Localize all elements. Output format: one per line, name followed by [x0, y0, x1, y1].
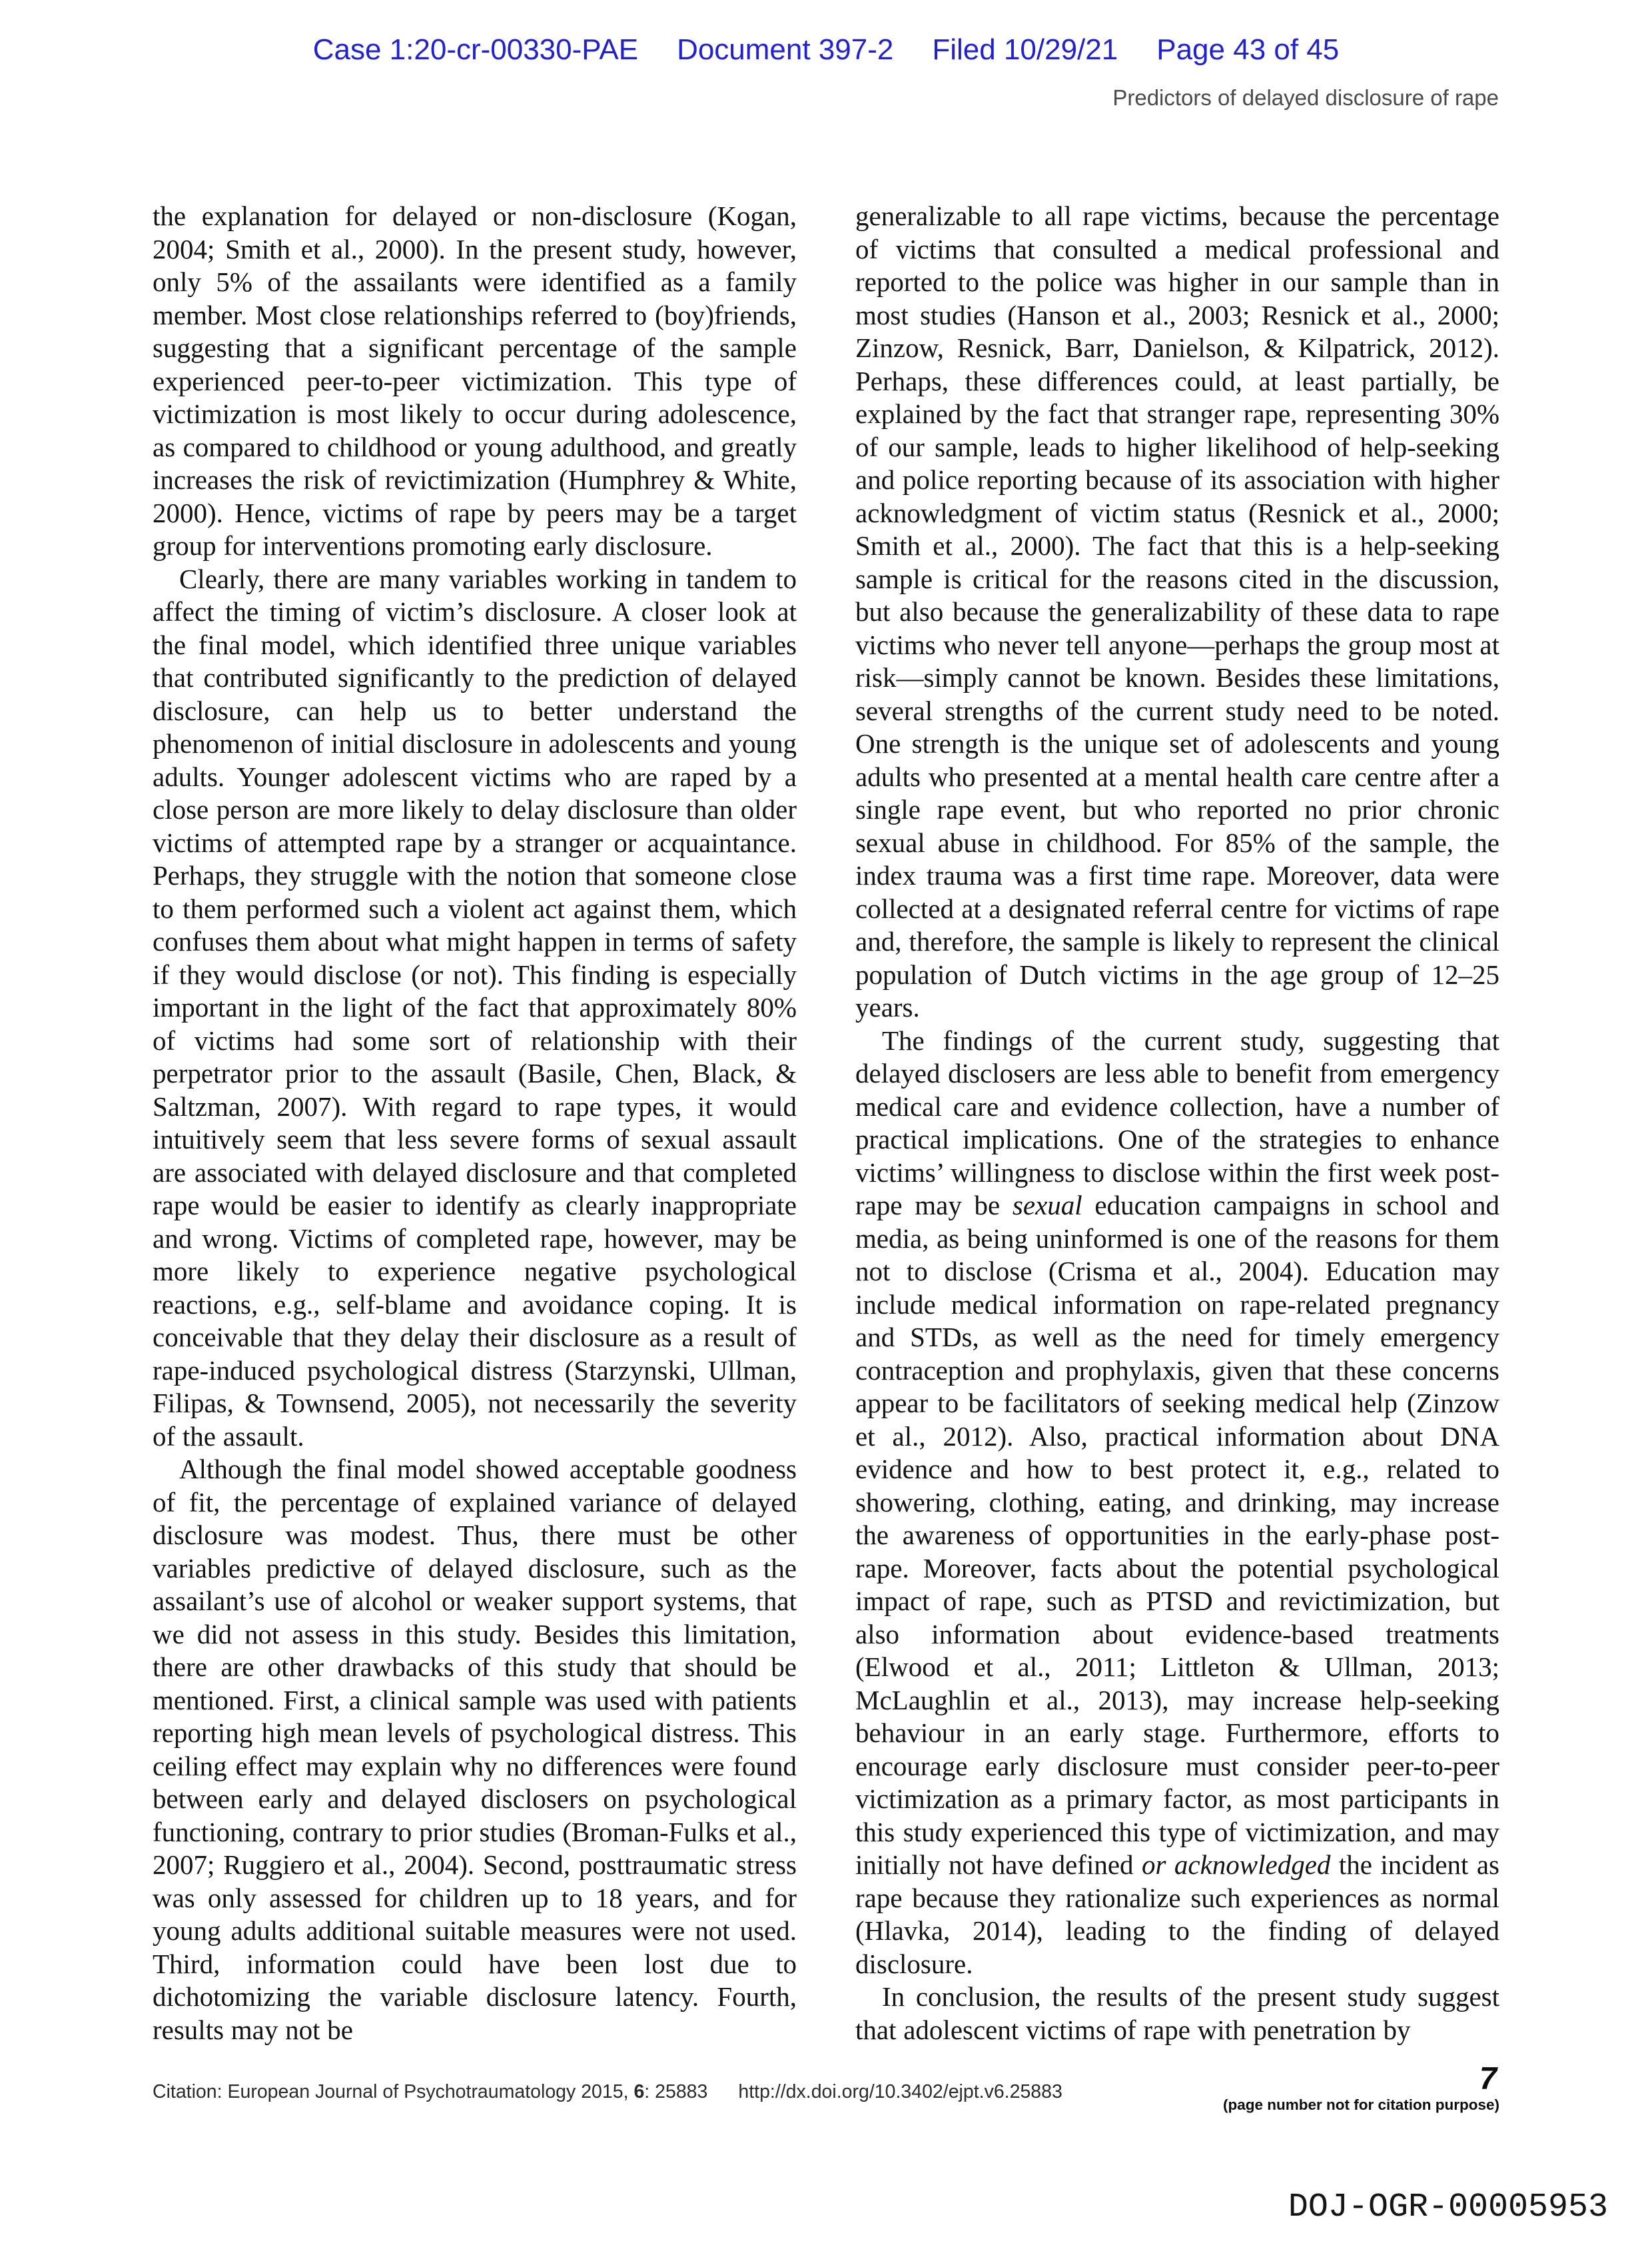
citation-volume: 6 [633, 2081, 645, 2102]
doi-url: http://dx.doi.org/10.3402/ejpt.v6.25883 [738, 2081, 1062, 2102]
paragraph [855, 200, 1499, 1025]
text-run: the incident as rape because they rationalize such experiences as normal (Hlavka, 2014), leading to the finding of delayed disclosure. [855, 1849, 1500, 1979]
paragraph [855, 1025, 1499, 1981]
case-header-segment: Filed 10/29/21 [932, 33, 1118, 66]
text-run: Clearly, there are many variables working in tandem to affect the timing of victim’s disclosure. A closer look at the final model, which identified three unique variables that contributed significantly to the prediction of delayed disclosure, can help us to better understand the phenomenon of initial disclosure in adolescents and young adults. Younger adolescent victims who are raped by a close person are more likely to delay disclosure than older victims of attempted rape by a stranger or acquaintance. Perhaps, they struggle with the notion that someone close to them performed such a violent act against them, which confuses them about what might happen in terms of safety if they would disclose (or not). This finding is especially important in the light of the fact that approximately 80% of victims had some sort of relationship with their perpetrator prior to the assault (Basile, Chen, Black, & Saltzman, 2007). With regard to rape types, it would intuitively seem that less severe forms of sexual assault are associated with delayed disclosure and that completed rape would be easier to identify as clearly inappropriate and wrong. Victims of completed rape, however, may be more likely to experience negative psychological reactions, e.g., self-blame and avoidance coping. It is conceivable that they delay their disclosure as a result of rape-induced psychological distress (Starzynski, Ullman, Filipas, & Townsend, 2005), not necessarily the severity of the assault. [153, 563, 797, 1452]
citation-issue: : 25883 [644, 2081, 708, 2102]
text-run: Although the final model showed acceptable goodness of fit, the percentage of explained variance of delayed disclosure was modest. Thus, there must be other variables predictive of delayed disclosure, such as the assailant’s use of alcohol or weaker support systems, that we did not assess in this study. Besides this limitation, there are other drawbacks of this study that should be mentioned. First, a clinical sample was used with patients reporting high mean levels of psychological distress. This ceiling effect may explain why no differences were found between early and delayed disclosers on psychological functioning, contrary to prior studies (Broman-Fulks et al., 2007; Ruggiero et al., 2004). Second, posttraumatic stress was only assessed for children up to 18 years, and for young adults additional suitable measures were not used. Third, information could have been lost due to dichotomizing the variable disclosure latency. Fourth, results may not be [153, 1454, 797, 2045]
running-head-title: Predictors of delayed disclosure of rape [1112, 85, 1499, 110]
case-header-segment: Page 43 of 45 [1156, 33, 1340, 66]
right-column [855, 200, 1499, 2046]
paragraph [153, 200, 797, 563]
text-run: the explanation for delayed or non-disclosure (Kogan, 2004; Smith et al., 2000). In the present study, however, only 5% of the assailants were identified as a family member. Most close relationships referred to (boy)friends, suggesting that a significant percentage of the sample experienced peer-to-peer victimization. This type of victimization is most likely to occur during adolescence, as compared to childhood or young adulthood, and greatly increases the risk of revictimization (Humphrey & White, 2000). Hence, victims of rape by peers may be a target group for interventions promoting early disclosure. [153, 201, 797, 561]
text-run: In conclusion, the results of the present study suggest that adolescent victims of rape with penetration by [855, 1981, 1499, 2045]
left-column [153, 200, 797, 2046]
page-number-block [1223, 2062, 1499, 2114]
page-number-note: (page number not for citation purpose) [1223, 2096, 1499, 2113]
court-case-header [0, 33, 1652, 67]
page-number: 7 [1479, 2060, 1497, 2096]
text-run: generalizable to all rape victims, because the percentage of victims that consulted a medical professional and reported to the police was higher in our sample than in most studies (Hanson et al., 2003; Resnick et al., 2000; Zinzow, Resnick, Barr, Danielson, & Kilpatrick, 2012). Perhaps, these differences could, at least partially, be explained by the fact that stranger rape, representing 30% of our sample, leads to higher likelihood of help-seeking and police reporting because of its association with higher acknowledgment of victim status (Resnick et al., 2000; Smith et al., 2000). The fact that this is a help-seeking sample is critical for the reasons cited in the discussion, but also because the generalizability of these data to rape victims who never tell anyone—perhaps the group most at risk—simply cannot be known. Besides these limitations, several strengths of the current study need to be noted. One strength is the unique set of adolescents and young adults who presented at a mental health care centre after a single rape event, but who reported no prior chronic sexual abuse in childhood. For 85% of the sample, the index trauma was a first time rape. Moreover, data were collected at a designated referral centre for victims of rape and, therefore, the sample is likely to represent the clinical population of Dutch victims in the age group of 12–25 years. [855, 201, 1499, 1023]
paragraph [855, 1981, 1499, 2046]
text-run: education campaigns in school and media, as being uninformed is one of the reasons for them not to disclose (Crisma et al., 2004). Education may include medical information on rape-related pregnancy and STDs, as well as the need for timely emergency contraception and prophylaxis, given that these concerns appear to be facilitators of seeking medical help (Zinzow et al., 2012). Also, practical information about DNA evidence and how to best protect it, e.g., related to showering, clothing, eating, and drinking, may increase the awareness of opportunities in the early-phase post-rape. Moreover, facts about the potential psychological impact of rape, such as PTSD and revictimization, but also information about evidence-based treatments (Elwood et al., 2011; Littleton & Ullman, 2013; McLaughlin et al., 2013), may increase help-seeking behaviour in an early stage. Furthermore, efforts to encourage early disclosure must consider peer-to-peer victimization as a primary factor, as most participants in this study experienced this type of victimization, and may initially not have defined [855, 1190, 1499, 1880]
paragraph [153, 563, 797, 1454]
text-run: The findings of the current study, suggesting that delayed disclosers are less able to benefit from emergency medical care and evidence collection, have a number of practical implications. One of the strategies to enhance victims’ willingness to disclose within the first week post-rape may be [855, 1025, 1499, 1220]
citation-line [153, 2081, 1062, 2103]
page-footer [153, 2062, 1499, 2114]
case-header-segment: Document 397-2 [677, 33, 894, 66]
citation-prefix: Citation: European Journal of Psychotraumatology 2015, [153, 2081, 634, 2102]
italic-text-run: sexual [1012, 1190, 1082, 1220]
article-body [153, 200, 1499, 2046]
paragraph [153, 1453, 797, 2046]
italic-text-run: or acknowledged [1141, 1849, 1331, 1880]
case-header-segment: Case 1:20-cr-00330-PAE [312, 33, 639, 66]
bates-stamp: DOJ-OGR-00005953 [1288, 2188, 1608, 2226]
